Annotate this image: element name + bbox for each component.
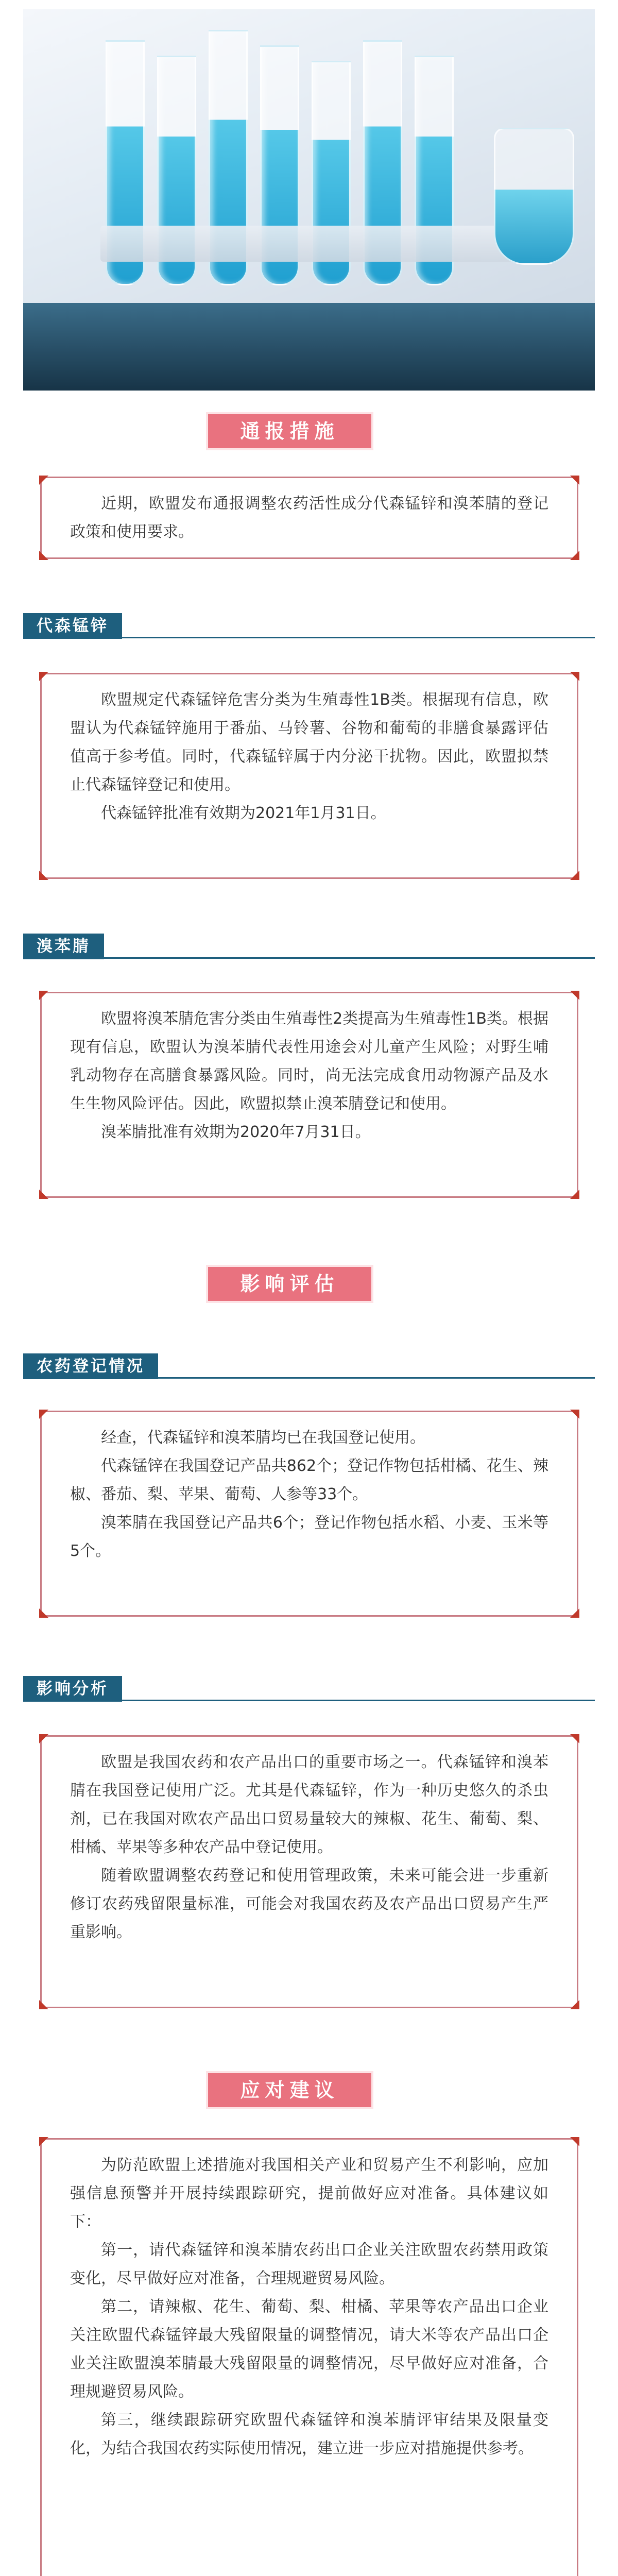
registration-box [40,1411,578,1617]
paragraph: 第三，继续跟踪研究欧盟代森锰锌和溴苯腈评审结果及限量变化，为结合我国农药实际使用情况，建立进一步应对措施提供参考。 [70,2411,548,2458]
flask [494,128,574,265]
sub-heading-mancozeb: 代森锰锌 [23,613,122,639]
paragraph: 溴苯腈批准有效期为2020年7月31日。 [101,1123,371,1141]
bromoxynil-box [40,992,578,1198]
analysis-box [40,1735,578,2008]
section-heading-measures: 通报措施 [206,412,373,450]
paragraph: 溴苯腈在我国登记产品共6个；登记作物包括水稻、小麦、玉米等5个。 [70,1514,548,1560]
paragraph: 欧盟是我国农药和农产品出口的重要市场之一。代森锰锌和溴苯腈在我国登记使用广泛。尤其是代森锰锌，作为一种历史悠久的杀虫剂，已在我国对欧农产品出口贸易量较大的辣椒、花生、葡萄、梨、柑橘、苹果等多种农产品中登记使用。 [70,1753,548,1856]
tube-rack [100,226,523,262]
advice-box [40,2138,578,2576]
paragraph: 代森锰锌批准有效期为2021年1月31日。 [101,804,386,822]
sub-heading-analysis: 影响分析 [23,1676,122,1702]
paragraph: 经查，代森锰锌和溴苯腈均已在我国登记使用。 [101,1429,425,1447]
sub-heading-registration: 农药登记情况 [23,1353,158,1379]
intro-box [40,477,578,559]
paragraph: 随着欧盟调整农药登记和使用管理政策，未来可能会进一步重新修订农药残留限量标准，可能会对我国农药及农产品出口贸易产生严重影响。 [70,1867,548,1941]
intro-text: 近期，欧盟发布通报调整农药活性成分代森锰锌和溴苯腈的登记政策和使用要求。 [70,495,548,541]
hero-shadow [23,303,595,391]
section-heading-advice: 应对建议 [206,2071,373,2109]
sub-heading-line [23,957,595,959]
paragraph: 欧盟将溴苯腈危害分类由生殖毒性2类提高为生殖毒性1B类。根据现有信息，欧盟认为溴苯腈代表性用途会对儿童产生风险；对野生哺乳动物存在高膳食暴露风险。同时，尚无法完成食用动物源产品及水生生物风险评估。因此，欧盟拟禁止溴苯腈登记和使用。 [70,1010,548,1113]
paragraph: 为防范欧盟上述措施对我国相关产业和贸易产生不利影响，应加强信息预警并开展持续跟踪研究，提前做好应对准备。具体建议如下： [70,2156,548,2231]
mancozeb-box [40,673,578,879]
paragraph: 欧盟规定代森锰锌危害分类为生殖毒性1B类。根据现有信息，欧盟认为代森锰锌施用于番茄、马铃薯、谷物和葡萄的非膳食暴露评估值高于参考值。同时，代森锰锌属于内分泌干扰物。因此，欧盟拟禁止代森锰锌登记和使用。 [70,691,548,794]
paragraph: 第一，请代森锰锌和溴苯腈农药出口企业关注欧盟农药禁用政策变化，尽早做好应对准备，合理规避贸易风险。 [70,2241,548,2287]
paragraph: 第二，请辣椒、花生、葡萄、梨、柑橘、苹果等农产品出口企业关注欧盟代森锰锌最大残留限量的调整情况，请大米等农产品出口企业关注欧盟溴苯腈最大残留限量的调整情况，尽早做好应对准备，合理规避贸易风险。 [70,2298,548,2401]
section-heading-impact: 影响评估 [206,1265,373,1303]
sub-heading-bromoxynil: 溴苯腈 [23,934,104,959]
hero-image [23,9,595,391]
paragraph: 代森锰锌在我国登记产品共862个；登记作物包括柑橘、花生、辣椒、番茄、梨、苹果、葡萄、人参等33个。 [70,1457,548,1503]
